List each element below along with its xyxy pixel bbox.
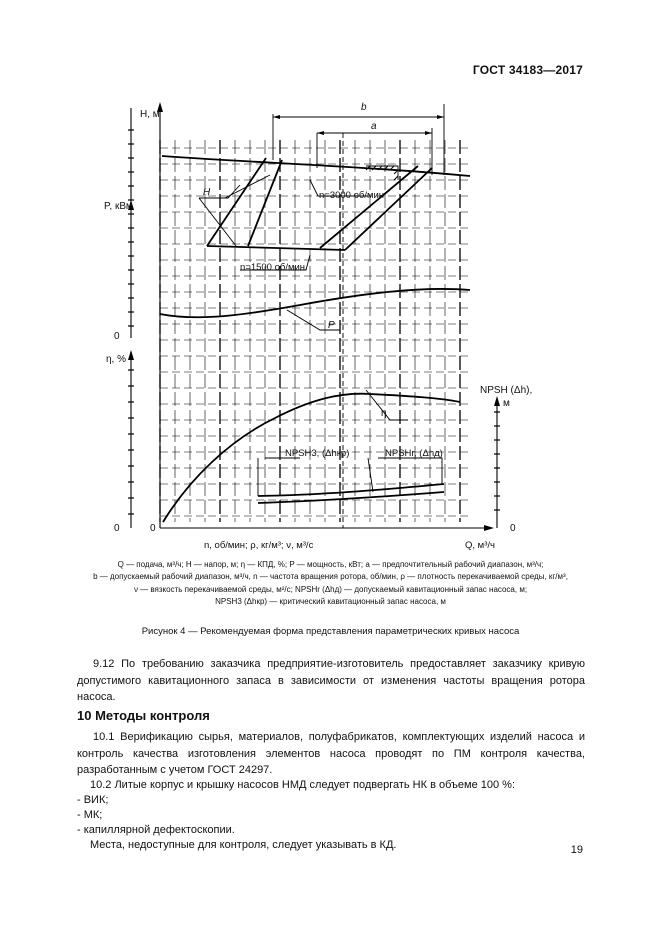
- arrow-head-q: [484, 525, 494, 531]
- label-y-npsh-1: NPSH (Δh),: [480, 385, 533, 396]
- label-curve-p: P: [328, 320, 335, 331]
- paragraph-10-2: 10.2 Литые корпус и крышку насосов НМД следует подвергать НК в объеме 100 %:: [90, 779, 515, 791]
- list-item: - капиллярной дефектоскопии.: [77, 824, 235, 836]
- label-zero-p: 0: [114, 331, 120, 342]
- list-item: - МК;: [77, 809, 103, 821]
- paragraph-10-1: 10.1 Верификацию сырья, материалов, полуфабрикатов, комплектующих изделий насоса и контроль качества изготовления элементов насоса проводят по ПМ контроля качества, разработанным с учетом ГОСТ 24297.: [77, 731, 585, 776]
- legend-line: ν — вязкость перекачиваемой среды, м²/с; NPSHr (Δhд) — допускаемый кавитационный запас насоса, м;: [133, 584, 528, 594]
- label-x-left: n, об/мин; ρ, кг/м³; ν, м³/с: [204, 540, 314, 551]
- label-n1500: n=1500 об/мин: [240, 262, 306, 273]
- curve-h-segment-1: [207, 158, 266, 246]
- document-header: ГОСТ 34183—2017: [472, 63, 583, 77]
- legend-line: b — допускаемый рабочий диапазон, м³/ч, n — частота вращения ротора, об/мин, ρ — плотность перекачиваемой среды, кг/м³,: [93, 572, 568, 582]
- arrow-head-npsh: [494, 396, 500, 406]
- page-number: 19: [570, 844, 583, 856]
- label-n3000: n=3000 об/мин: [319, 190, 385, 201]
- label-npshr: NPSHr, (Δhд): [385, 448, 443, 459]
- label-curve-h: H: [203, 187, 211, 198]
- label-y-npsh-2: м: [503, 398, 510, 409]
- paragraph-end: Места, недоступные для контроля, следует указывать в КД.: [90, 839, 397, 851]
- figure-legend: [40, 559, 621, 608]
- label-y-eff: η, %: [106, 354, 127, 365]
- label-npsh3: NPSH3, (Δhкр): [285, 448, 350, 459]
- label-range-a: a: [371, 121, 377, 132]
- legend-line: NPSH3 (Δhкр) — критический кавитационный запас насоса, м: [215, 596, 446, 606]
- section-title: 10 Методы контроля: [77, 708, 210, 723]
- label-zero-left: 0: [114, 523, 120, 534]
- curve-h-1500: [207, 246, 345, 250]
- list-item: - ВИК;: [77, 794, 109, 806]
- label-y-head: H, м: [140, 109, 160, 120]
- paragraph-9-12: 9.12 По требованию заказчика предприятие-изготовитель предоставляет заказчику кривую допустимого кавитационного запаса в зависимости от изменения частоты вращения ротора насоса.: [77, 658, 585, 703]
- curve-power: [160, 289, 470, 317]
- curves: [160, 156, 470, 522]
- curve-npshr: [258, 492, 444, 503]
- label-zero-origin: 0: [150, 523, 156, 534]
- curve-h-3000: [162, 156, 470, 176]
- curve-h-segment-3: [320, 166, 418, 248]
- figure-caption: Рисунок 4 — Рекомендуемая форма представления параметрических кривых насоса: [141, 626, 520, 637]
- label-range-b: b: [361, 102, 367, 113]
- label-curve-eta: η: [381, 408, 387, 419]
- legend-line: Q — подача, м³/ч; H — напор, м; η — КПД, %; P — мощность, кВт; a — предпочтительный рабочий диапазон, м³/ч;: [117, 560, 544, 569]
- label-zero-right: 0: [510, 523, 516, 534]
- label-x-right: Q, м³/ч: [465, 540, 495, 551]
- arrow-head-eta: [128, 350, 134, 360]
- label-y-power: P, кВм: [104, 201, 133, 212]
